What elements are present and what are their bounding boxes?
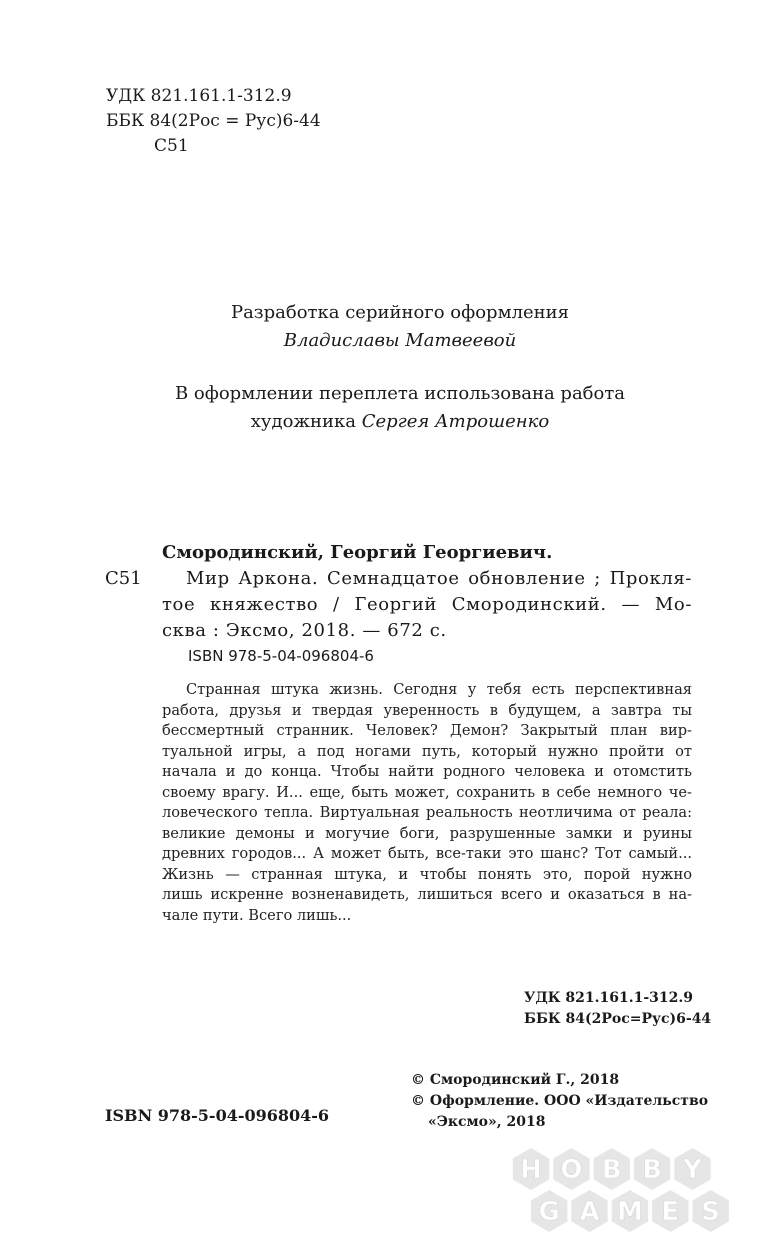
biblio-line: сква : Эксмо, 2018. — 672 с.	[162, 620, 447, 641]
udk-code: УДК 821.161.1-312.9	[106, 86, 292, 106]
series-designer-name: Владиславы Матвеевой	[283, 330, 517, 351]
udk-code-bottom: УДК 821.161.1-312.9	[524, 990, 694, 1006]
watermark-letter: G	[538, 1197, 560, 1227]
annotation-line: ловеческого тепла. Виртуальная реальность неотличима от реала:	[162, 804, 692, 821]
annotation-line: Жизнь — странная штука, и чтобы понять это, порой нужно	[162, 865, 692, 883]
isbn-record: ISBN 978-5-04-096804-6	[188, 647, 374, 665]
annotation-line: туальной игры, а под ногами путь, который нужно пройти от	[162, 742, 692, 760]
watermark-letter: A	[579, 1197, 600, 1227]
watermark-letter: M	[616, 1197, 643, 1227]
copyright-author: © Смородинский Г., 2018	[411, 1072, 620, 1088]
bbk-code: ББК 84(2Рос = Рус)6-44	[106, 111, 321, 131]
cover-credit-label: В оформлении переплета использована работа	[174, 383, 626, 404]
watermark-letter: E	[661, 1197, 680, 1227]
biblio-line: тое княжество / Георгий Смородинский. — Мо-	[162, 594, 692, 615]
copyright-publisher: «Эксмо», 2018	[428, 1114, 546, 1130]
watermark-letter: B	[642, 1155, 663, 1185]
annotation-line: начала и до конца. Чтобы найти родного человека и отомстить	[162, 763, 692, 780]
annotation-line: лишь искренне возненавидеть, лишиться всего и оказаться в на-	[162, 886, 692, 903]
copyright-design: © Оформление. ООО «Издательство	[411, 1093, 709, 1109]
annotation	[162, 680, 692, 926]
isbn-bottom: ISBN 978-5-04-096804-6	[105, 1106, 330, 1125]
annotation-line: Странная штука жизнь. Сегодня у тебя есть перспективная	[186, 681, 692, 698]
author-heading: Смородинский, Георгий Георгиевич.	[162, 542, 553, 563]
catalog-block-bottom	[524, 988, 711, 1030]
watermark-letter: B	[601, 1155, 622, 1185]
annotation-line: чале пути. Всего лишь...	[162, 906, 352, 924]
series-design-label: Разработка серийного оформления	[230, 302, 570, 323]
watermark-letter: Y	[683, 1155, 702, 1185]
annotation-line: бессмертный странник. Человек? Демон? Закрытый план вир-	[162, 722, 692, 739]
cover-artist-prefix: художника	[250, 411, 362, 432]
author-mark: С51	[154, 136, 189, 156]
annotation-line: великие демоны и могучие боги, разрушенные замки и руины	[162, 824, 692, 842]
cover-artist-name: Сергея Атрошенко	[361, 411, 550, 432]
catalog-block-top	[106, 84, 321, 159]
annotation-line: древних городов... А может быть, все-таки это шанс? Тот самый...	[162, 845, 692, 862]
annotation-line: своему врагу. И... еще, быть может, сохранить в себе немного че-	[162, 783, 692, 801]
bibliographic-description	[162, 566, 692, 644]
watermark-letter: H	[520, 1155, 542, 1185]
watermark-letter: S	[701, 1197, 721, 1227]
cover-artist-line	[100, 408, 700, 436]
bbk-code-bottom: ББК 84(2Рос=Рус)6-44	[524, 1011, 712, 1027]
annotation-line: работа, друзья и твердая уверенность в будущем, а завтра ты	[162, 701, 692, 719]
record-author-mark: С51	[105, 568, 142, 589]
watermark-letter: O	[560, 1155, 583, 1185]
biblio-line: Мир Аркона. Семнадцатое обновление ; Прокля-	[186, 568, 692, 589]
copyright-block	[411, 1070, 708, 1133]
cover-credit	[100, 380, 700, 436]
series-design-credit	[100, 299, 700, 355]
hobby-games-watermark	[512, 1148, 742, 1234]
